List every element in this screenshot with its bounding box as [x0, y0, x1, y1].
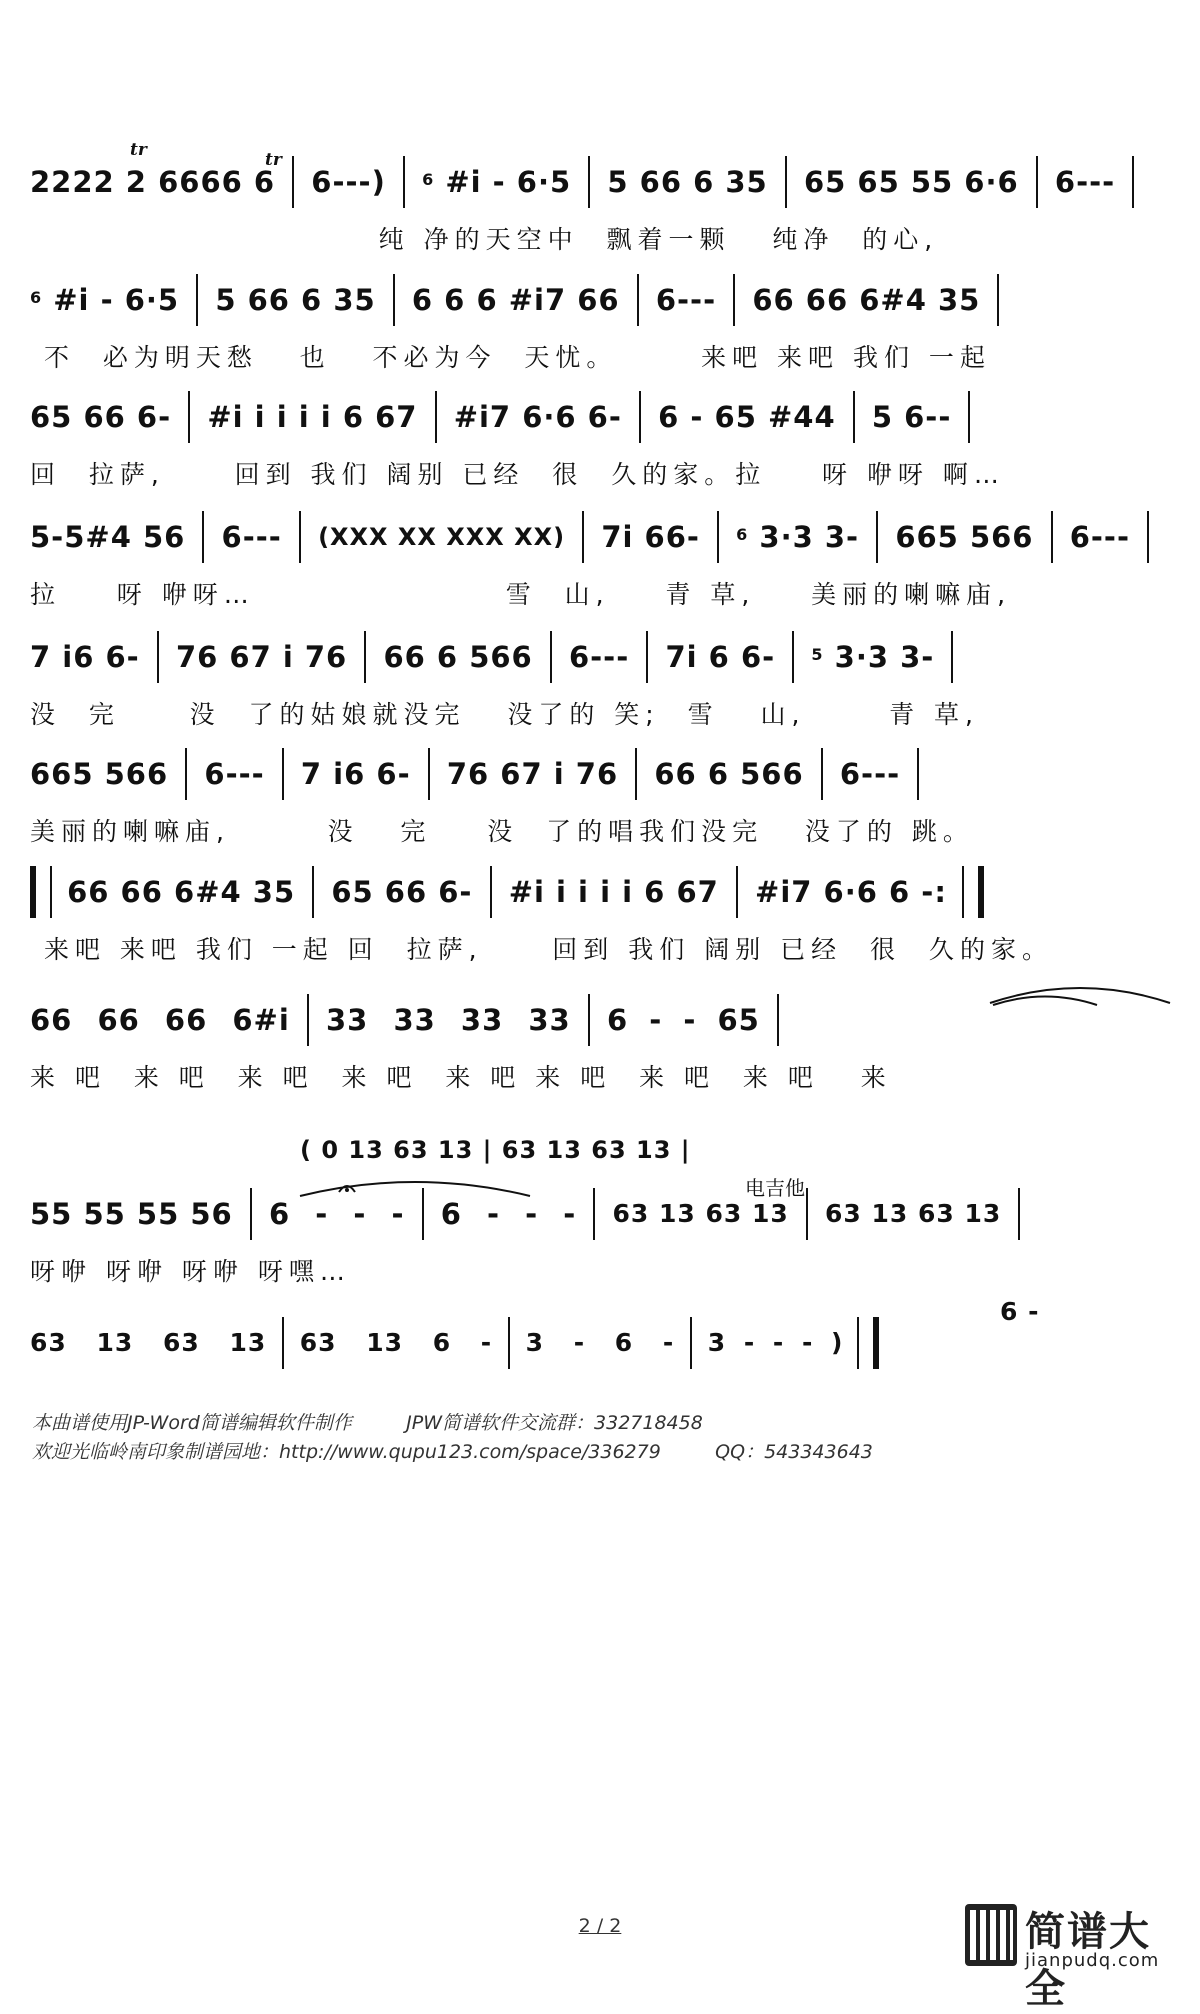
measure: 6---)	[311, 165, 386, 199]
lyrics-line: 回 拉萨, 回到 我们 阔别 已经 很 久的家。拉 呀 咿呀 啊…	[30, 460, 1005, 489]
barline	[951, 631, 953, 683]
final-barline	[857, 1317, 879, 1369]
barline	[733, 274, 735, 326]
lyrics-line: 来 吧 来 吧 来 吧 来 吧 来 吧 来 吧 来 吧 来 吧 来	[30, 1063, 892, 1092]
measure: 665 566	[895, 520, 1034, 554]
lyrics-line: 不 必为明天愁 也 不必为今 天忧。 来吧 来吧 我们 一起	[30, 343, 991, 372]
measure: 66 66 6#4 35	[67, 875, 296, 909]
measure: 65 66 6-	[30, 400, 172, 434]
measure: 66 66 6#4 35	[752, 283, 981, 317]
barline	[428, 748, 430, 800]
trill-mark: tr	[130, 140, 147, 160]
measure: 3 - 6 -	[525, 1328, 675, 1357]
barline	[307, 994, 309, 1046]
measure: #i7 6·6 6-	[453, 400, 622, 434]
barline	[917, 748, 919, 800]
measure: 6 - - -	[268, 1197, 405, 1231]
measure: 5 6--	[871, 400, 952, 434]
measure: 3·3 3-	[834, 640, 935, 674]
barline	[1132, 156, 1134, 208]
barline	[997, 274, 999, 326]
key-change: 6	[422, 170, 435, 189]
barline	[639, 391, 641, 443]
measure: 55 55 55 56	[30, 1197, 233, 1231]
barline	[1051, 511, 1053, 563]
measure: #i i i i i 6 67	[508, 875, 719, 909]
notes-line	[30, 385, 1180, 445]
notes-line	[30, 150, 1180, 210]
barline	[188, 391, 190, 443]
measure: #i7 6·6 6 -:	[755, 875, 947, 909]
measure: 66 6 566	[654, 757, 804, 791]
logo-title: 简谱大全	[1025, 1909, 1151, 2012]
notes-line	[30, 860, 1180, 920]
barline	[1147, 511, 1149, 563]
measure: 76 67 i 76	[446, 757, 619, 791]
notes-line	[30, 1182, 1180, 1242]
measure: #i i i i i 6 67	[207, 400, 418, 434]
barline	[185, 748, 187, 800]
barline	[646, 631, 648, 683]
barline	[582, 511, 584, 563]
footer-credit-line-1: 本曲谱使用JP-Word简谱编辑软件制作 JPW简谱软件交流群：332718458	[32, 1412, 703, 1434]
barline	[292, 156, 294, 208]
lyrics-line: 来吧 来吧 我们 一起 回 拉萨, 回到 我们 阔别 已经 很 久的家。	[30, 935, 1053, 964]
barline	[635, 748, 637, 800]
barline	[792, 631, 794, 683]
page-number-text: 2 / 2	[578, 1915, 622, 1937]
barline	[717, 511, 719, 563]
notes-line	[30, 505, 1180, 565]
measure: 6---	[568, 640, 630, 674]
barline	[364, 631, 366, 683]
notes-line	[30, 268, 1180, 328]
measure: 6---	[839, 757, 901, 791]
measure: 7i 66-	[601, 520, 700, 554]
footer-credit-line-2: 欢迎光临岭南印象制谱园地：http://www.qupu123.com/space/336279 QQ：543343643	[32, 1441, 873, 1463]
barline	[690, 1317, 692, 1369]
measure: 5 66 6 35	[607, 165, 768, 199]
measure: 7i 6 6-	[665, 640, 776, 674]
measure: 6 - 65 #44	[658, 400, 836, 434]
measure: 63 13 6 -	[299, 1328, 493, 1357]
lyrics-line: 拉 呀 咿呀… 雪 山, 青 草, 美丽的喇嘛庙,	[30, 580, 1012, 609]
barline	[490, 866, 492, 918]
barline	[588, 156, 590, 208]
logo-url: jianpudq.com	[1025, 1950, 1160, 1971]
measure: 6---	[204, 757, 265, 791]
measure: 6 - - -	[440, 1197, 577, 1231]
measure: 66 6 566	[383, 640, 533, 674]
measure: 63 13 63 13	[825, 1199, 1002, 1228]
repeat-start-barline	[30, 866, 52, 918]
barline	[876, 511, 878, 563]
barline	[435, 391, 437, 443]
measure: 6---	[655, 283, 717, 317]
instrument-label: 电吉他	[745, 1176, 805, 1200]
measure: #i - 6·5	[445, 165, 572, 199]
barline	[422, 1188, 424, 1240]
barline	[637, 274, 639, 326]
measure: 6---	[221, 520, 282, 554]
barline	[806, 1188, 808, 1240]
measure: 63 13 63 13	[30, 1328, 267, 1357]
piano-keys-icon	[965, 1904, 1017, 1966]
measure: 5 66 6 35	[215, 283, 376, 317]
barline	[1018, 1188, 1020, 1240]
barline	[312, 866, 314, 918]
measure: 6 6 6 #i7 66	[411, 283, 620, 317]
barline	[1036, 156, 1038, 208]
key-change: 6	[736, 525, 749, 544]
barline	[393, 274, 395, 326]
lyrics-line: 呀咿 呀咿 呀咿 呀嘿…	[30, 1257, 351, 1286]
measure: 76 67 i 76	[175, 640, 348, 674]
lyrics-line: 没 完 没 了的姑娘就没完 没了的 笑; 雪 山, 青 草,	[30, 700, 979, 729]
trill-mark: tr	[265, 150, 282, 170]
measure: 6---	[1054, 165, 1116, 199]
barline	[550, 631, 552, 683]
notes-line	[30, 988, 1180, 1048]
barline	[157, 631, 159, 683]
measure: 65 66 6-	[331, 875, 473, 909]
measure: 665 566	[30, 757, 169, 791]
barline	[282, 1317, 284, 1369]
barline	[202, 511, 204, 563]
repeat-end-barline	[962, 866, 984, 918]
site-logo	[965, 1900, 1190, 2012]
measure: (XXX XX XXX XX)	[318, 523, 566, 551]
barline	[196, 274, 198, 326]
upper-chord-note: 6 -	[1000, 1297, 1040, 1326]
measure: 65 65 55 6·6	[803, 165, 1019, 199]
measure: #i - 6·5	[53, 283, 180, 317]
measure: 3 - - - )	[707, 1328, 844, 1357]
barline	[736, 866, 738, 918]
barline	[853, 391, 855, 443]
lyrics-line: 美丽的喇嘛庙, 没 完 没 了的唱我们没完 没了的 跳。	[30, 817, 974, 846]
measure: 5-5#4 56	[30, 520, 186, 554]
notes-line	[30, 1312, 1180, 1372]
upper-voice-line: ( 0 13 63 13 | 63 13 63 13 |	[300, 1136, 691, 1164]
measure: 33 33 33 33	[326, 1003, 571, 1037]
lyrics-line: 纯 净的天空中 飘着一颗 纯净 的心,	[30, 225, 939, 254]
barline	[588, 994, 590, 1046]
notes-line	[30, 625, 1180, 685]
barline	[508, 1317, 510, 1369]
measure: 2222 2 6666 6	[30, 165, 276, 199]
barline	[968, 391, 970, 443]
notes-line	[30, 742, 1180, 802]
measure: 6---	[1069, 520, 1130, 554]
barline	[282, 748, 284, 800]
barline	[299, 511, 301, 563]
measure: 6 - - 65	[606, 1003, 760, 1037]
key-change: 6	[30, 288, 43, 307]
measure: 3·3 3-	[759, 520, 860, 554]
barline	[250, 1188, 252, 1240]
key-change: 5	[811, 645, 824, 664]
measure: 7 i6 6-	[300, 757, 411, 791]
measure: 66 66 66 6#i	[30, 1003, 290, 1037]
measure: 7 i6 6-	[30, 640, 140, 674]
barline	[821, 748, 823, 800]
measure: 63 13 63 13	[612, 1199, 789, 1228]
barline	[777, 994, 779, 1046]
barline	[593, 1188, 595, 1240]
barline	[403, 156, 405, 208]
barline	[785, 156, 787, 208]
